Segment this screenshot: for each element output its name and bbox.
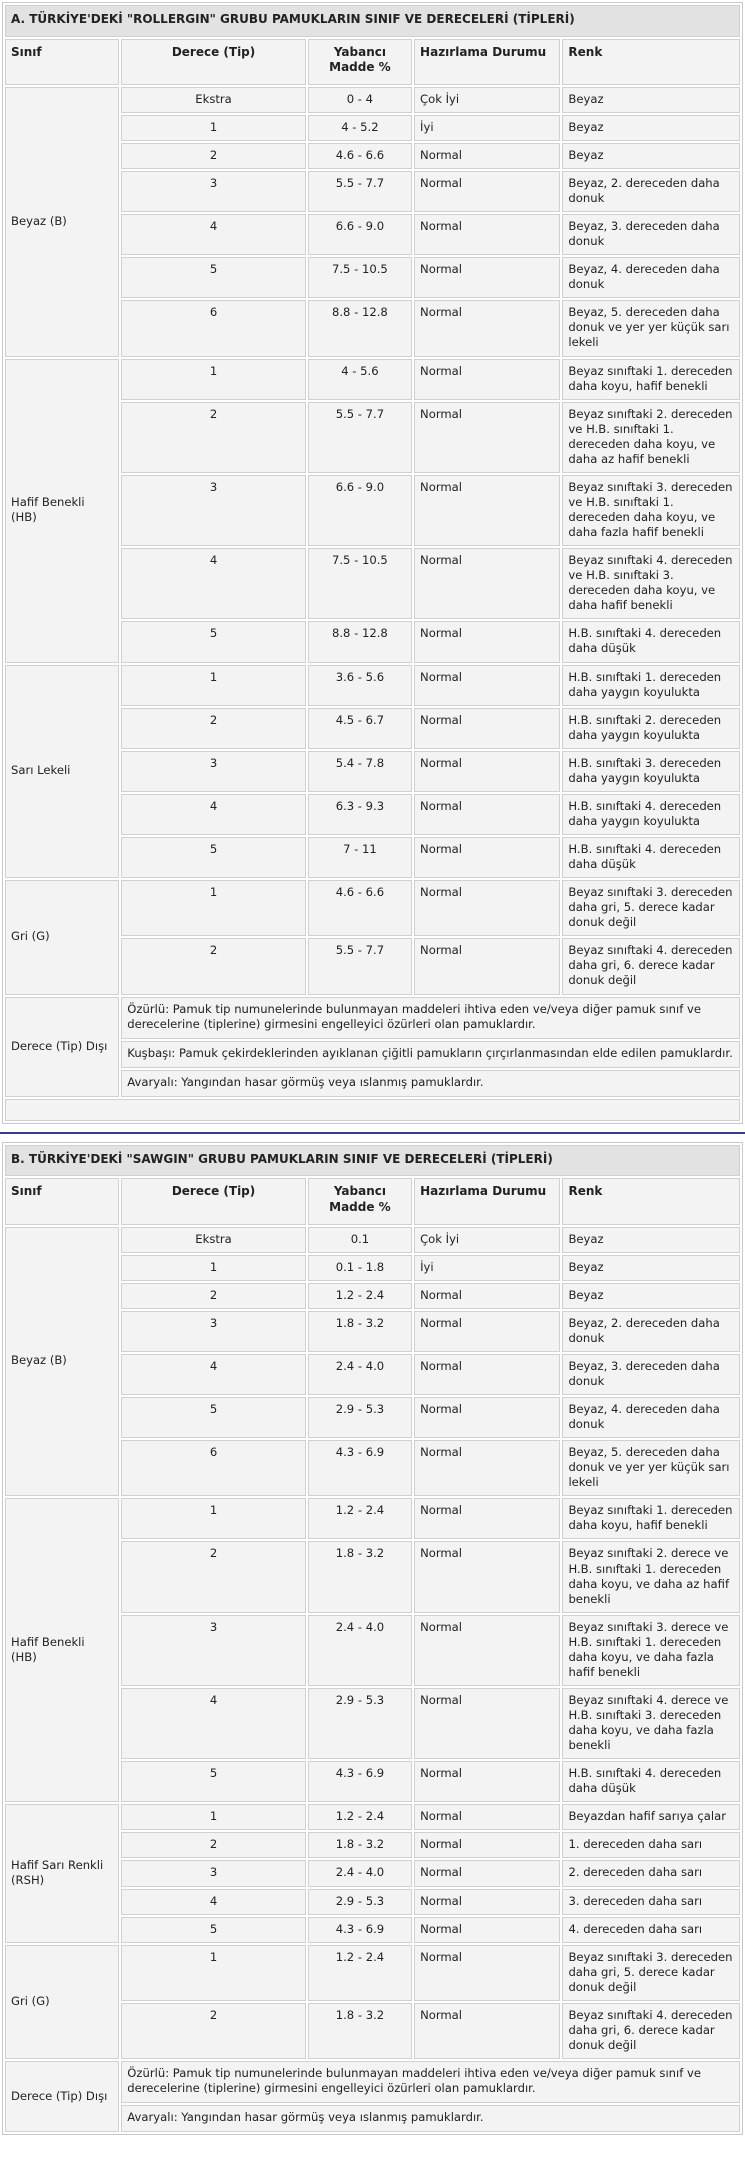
preparation-cell: Normal — [414, 621, 560, 662]
foreign-matter-cell: 1.8 - 3.2 — [308, 2003, 412, 2059]
table-row — [5, 1227, 740, 1253]
grade-cell: 1 — [121, 115, 305, 141]
color-cell: Beyaz sınıftaki 2. derece ve H.B. sınıftaki 1. dereceden daha koyu, ve daha az hafif benekli — [562, 1541, 740, 1612]
preparation-cell: Normal — [414, 214, 560, 255]
color-cell: Beyaz — [562, 143, 740, 169]
grade-cell: 1 — [121, 1945, 305, 2001]
preparation-cell: Normal — [414, 1615, 560, 1686]
header-row — [5, 1178, 740, 1224]
class-name-cell: Gri (G) — [5, 880, 119, 994]
grade-cell: 3 — [121, 1860, 305, 1886]
grade-cell: 2 — [121, 143, 305, 169]
preparation-cell: Normal — [414, 708, 560, 749]
color-cell: Beyaz, 4. dereceden daha donuk — [562, 1397, 740, 1438]
foreign-matter-cell: 2.9 - 5.3 — [308, 1688, 412, 1759]
color-cell: Beyaz — [562, 1283, 740, 1309]
color-cell: H.B. sınıftaki 4. dereceden daha düşük — [562, 837, 740, 878]
header-hazirlama: Hazırlama Durumu — [414, 39, 560, 85]
grade-cell: 4 — [121, 1354, 305, 1395]
preparation-cell: Normal — [414, 171, 560, 212]
color-cell: Beyaz — [562, 87, 740, 113]
foreign-matter-cell: 1.8 - 3.2 — [308, 1541, 412, 1612]
preparation-cell: Normal — [414, 1311, 560, 1352]
grade-cell: 4 — [121, 1889, 305, 1915]
grade-cell: 4 — [121, 794, 305, 835]
grade-cell: Ekstra — [121, 1227, 305, 1253]
color-cell: Beyaz, 2. dereceden daha donuk — [562, 1311, 740, 1352]
foreign-matter-cell: 6.3 - 9.3 — [308, 794, 412, 835]
preparation-cell: Normal — [414, 1860, 560, 1886]
preparation-cell: Normal — [414, 1283, 560, 1309]
grade-cell: 5 — [121, 1917, 305, 1943]
table-title: B. TÜRKİYE'DEKİ "SAWGIN" GRUBU PAMUKLARIN SINIF VE DERECELERİ (TİPLERİ) — [5, 1145, 740, 1177]
class-name-cell: Beyaz (B) — [5, 87, 119, 357]
class-name-cell: Derece (Tip) Dışı — [5, 2061, 119, 2132]
color-cell: Beyaz sınıftaki 4. dereceden ve H.B. sınıftaki 3. dereceden daha koyu, ve daha hafif benekli — [562, 548, 740, 619]
note-row — [5, 997, 740, 1039]
table-row — [5, 359, 740, 400]
color-cell: 3. dereceden daha sarı — [562, 1889, 740, 1915]
foreign-matter-cell: 4 - 5.6 — [308, 359, 412, 400]
grade-cell: 2 — [121, 1832, 305, 1858]
preparation-cell: Normal — [414, 257, 560, 298]
grade-cell: 1 — [121, 665, 305, 706]
color-cell: Beyaz, 3. dereceden daha donuk — [562, 1354, 740, 1395]
note-cell: Avaryalı: Yangından hasar görmüş veya ıslanmış pamuklardır. — [121, 1070, 740, 1097]
foreign-matter-cell: 7.5 - 10.5 — [308, 257, 412, 298]
grade-cell: 2 — [121, 402, 305, 473]
foreign-matter-cell: 4.6 - 6.6 — [308, 880, 412, 936]
table-row — [5, 87, 740, 113]
preparation-cell: Normal — [414, 1498, 560, 1539]
foreign-matter-cell: 4.3 - 6.9 — [308, 1917, 412, 1943]
class-name-cell: Beyaz (B) — [5, 1227, 119, 1497]
foreign-matter-cell: 0.1 — [308, 1227, 412, 1253]
foreign-matter-cell: 1.2 - 2.4 — [308, 1804, 412, 1830]
grade-cell: 4 — [121, 548, 305, 619]
grade-cell: 1 — [121, 880, 305, 936]
preparation-cell: Normal — [414, 2003, 560, 2059]
header-hazirlama: Hazırlama Durumu — [414, 1178, 560, 1224]
foreign-matter-cell: 5.5 - 7.7 — [308, 938, 412, 994]
color-cell: H.B. sınıftaki 4. dereceden daha düşük — [562, 1761, 740, 1802]
grade-cell: 3 — [121, 751, 305, 792]
table-title: A. TÜRKİYE'DEKİ "ROLLERGIN" GRUBU PAMUKLARIN SINIF VE DERECELERİ (TİPLERİ) — [5, 5, 740, 37]
table-row — [5, 1804, 740, 1830]
grade-cell: 2 — [121, 2003, 305, 2059]
grade-cell: 4 — [121, 1688, 305, 1759]
color-cell: H.B. sınıftaki 4. dereceden daha düşük — [562, 621, 740, 662]
preparation-cell: Normal — [414, 402, 560, 473]
preparation-cell: Normal — [414, 794, 560, 835]
foreign-matter-cell: 2.9 - 5.3 — [308, 1397, 412, 1438]
preparation-cell: Çok İyi — [414, 87, 560, 113]
grade-cell: 5 — [121, 257, 305, 298]
grade-cell: 2 — [121, 708, 305, 749]
preparation-cell: Normal — [414, 1397, 560, 1438]
sawgin-cotton-table — [2, 1142, 743, 2135]
foreign-matter-cell: 5.4 - 7.8 — [308, 751, 412, 792]
color-cell: Beyaz sınıftaki 4. dereceden daha gri, 6. derece kadar donuk değil — [562, 938, 740, 994]
color-cell: 1. dereceden daha sarı — [562, 1832, 740, 1858]
color-cell: Beyaz sınıftaki 3. derece ve H.B. sınıftaki 1. dereceden daha koyu, ve daha fazla hafif benekli — [562, 1615, 740, 1686]
color-cell: Beyaz — [562, 115, 740, 141]
color-cell: 4. dereceden daha sarı — [562, 1917, 740, 1943]
note-cell: Özürlü: Pamuk tip numunelerinde bulunmayan maddeleri ihtiva eden ve/veya diğer pamuk sınıf ve derecelerine (tiplerine) girmesini engelleyici özürleri olan pamuklardır. — [121, 997, 740, 1039]
color-cell: H.B. sınıftaki 4. dereceden daha yaygın koyulukta — [562, 794, 740, 835]
grade-cell: 4 — [121, 214, 305, 255]
preparation-cell: Normal — [414, 143, 560, 169]
foreign-matter-cell: 1.2 - 2.4 — [308, 1945, 412, 2001]
preparation-cell: Normal — [414, 1917, 560, 1943]
grade-cell: 2 — [121, 938, 305, 994]
foreign-matter-cell: 8.8 - 12.8 — [308, 300, 412, 356]
grade-cell: 1 — [121, 359, 305, 400]
preparation-cell: İyi — [414, 115, 560, 141]
grade-cell: 5 — [121, 1761, 305, 1802]
grade-cell: 3 — [121, 475, 305, 546]
header-renk: Renk — [562, 1178, 740, 1224]
class-name-cell: Hafif Benekli (HB) — [5, 1498, 119, 1802]
color-cell: Beyaz, 5. dereceden daha donuk ve yer yer küçük sarı lekeli — [562, 1440, 740, 1496]
header-row — [5, 39, 740, 85]
foreign-matter-cell: 1.8 - 3.2 — [308, 1832, 412, 1858]
preparation-cell: Normal — [414, 1440, 560, 1496]
grade-cell: 5 — [121, 1397, 305, 1438]
foreign-matter-cell: 8.8 - 12.8 — [308, 621, 412, 662]
color-cell: Beyaz sınıftaki 3. dereceden ve H.B. sınıftaki 1. dereceden daha koyu, ve daha fazla hafif benekli — [562, 475, 740, 546]
color-cell: Beyaz sınıftaki 1. dereceden daha koyu, hafif benekli — [562, 1498, 740, 1539]
section-divider — [0, 1132, 745, 1134]
foreign-matter-cell: 2.9 - 5.3 — [308, 1889, 412, 1915]
color-cell: Beyaz, 2. dereceden daha donuk — [562, 171, 740, 212]
foreign-matter-cell: 6.6 - 9.0 — [308, 214, 412, 255]
color-cell: Beyaz sınıftaki 2. dereceden ve H.B. sınıftaki 1. dereceden daha koyu, ve daha az hafif benekli — [562, 402, 740, 473]
grade-cell: 1 — [121, 1255, 305, 1281]
foreign-matter-cell: 0.1 - 1.8 — [308, 1255, 412, 1281]
grade-cell: 3 — [121, 1615, 305, 1686]
foreign-matter-cell: 6.6 - 9.0 — [308, 475, 412, 546]
preparation-cell: Çok İyi — [414, 1227, 560, 1253]
empty-cell — [5, 1099, 740, 1121]
grade-cell: 2 — [121, 1541, 305, 1612]
preparation-cell: Normal — [414, 938, 560, 994]
foreign-matter-cell: 2.4 - 4.0 — [308, 1615, 412, 1686]
foreign-matter-cell: 1.2 - 2.4 — [308, 1498, 412, 1539]
title-row — [5, 5, 740, 37]
header-renk: Renk — [562, 39, 740, 85]
note-cell: Kuşbaşı: Pamuk çekirdeklerinden ayıklanan çiğitli pamukların çırçırlanmasından elde edilen pamuklardır. — [121, 1041, 740, 1068]
preparation-cell: Normal — [414, 1761, 560, 1802]
note-row — [5, 2061, 740, 2103]
grade-cell: 6 — [121, 1440, 305, 1496]
foreign-matter-cell: 5.5 - 7.7 — [308, 402, 412, 473]
grade-cell: 1 — [121, 1804, 305, 1830]
foreign-matter-cell: 3.6 - 5.6 — [308, 665, 412, 706]
class-name-cell: Derece (Tip) Dışı — [5, 997, 119, 1097]
table-row — [5, 1498, 740, 1539]
grade-cell: 3 — [121, 171, 305, 212]
preparation-cell: İyi — [414, 1255, 560, 1281]
color-cell: Beyaz sınıftaki 4. dereceden daha gri, 6. derece kadar donuk değil — [562, 2003, 740, 2059]
class-name-cell: Gri (G) — [5, 1945, 119, 2059]
grade-cell: 3 — [121, 1311, 305, 1352]
color-cell: Beyaz, 5. dereceden daha donuk ve yer yer küçük sarı lekeli — [562, 300, 740, 356]
preparation-cell: Normal — [414, 837, 560, 878]
color-cell: Beyaz sınıftaki 1. dereceden daha koyu, hafif benekli — [562, 359, 740, 400]
foreign-matter-cell: 0 - 4 — [308, 87, 412, 113]
rollergin-cotton-table — [2, 2, 743, 1124]
grade-cell: 5 — [121, 621, 305, 662]
color-cell: H.B. sınıftaki 3. dereceden daha yaygın koyulukta — [562, 751, 740, 792]
grade-cell: 6 — [121, 300, 305, 356]
color-cell: 2. dereceden daha sarı — [562, 1860, 740, 1886]
header-sinif: Sınıf — [5, 1178, 119, 1224]
foreign-matter-cell: 4 - 5.2 — [308, 115, 412, 141]
header-yabanci-madde: Yabancı Madde % — [308, 1178, 412, 1224]
note-cell: Özürlü: Pamuk tip numunelerinde bulunmayan maddeleri ihtiva eden ve/veya diğer pamuk sınıf ve derecelerine (tiplerine) girmesini engelleyici özürleri olan pamuklardır. — [121, 2061, 740, 2103]
foreign-matter-cell: 1.8 - 3.2 — [308, 1311, 412, 1352]
title-row — [5, 1145, 740, 1177]
preparation-cell: Normal — [414, 751, 560, 792]
note-cell: Avaryalı: Yangından hasar görmüş veya ıslanmış pamuklardır. — [121, 2105, 740, 2132]
color-cell: Beyaz, 3. dereceden daha donuk — [562, 214, 740, 255]
preparation-cell: Normal — [414, 880, 560, 936]
preparation-cell: Normal — [414, 1832, 560, 1858]
empty-row — [5, 1099, 740, 1121]
foreign-matter-cell: 4.3 - 6.9 — [308, 1761, 412, 1802]
class-name-cell: Sarı Lekeli — [5, 665, 119, 879]
color-cell: Beyaz — [562, 1227, 740, 1253]
color-cell: Beyaz sınıftaki 3. dereceden daha gri, 5. derece kadar donuk değil — [562, 1945, 740, 2001]
header-sinif: Sınıf — [5, 39, 119, 85]
preparation-cell: Normal — [414, 1354, 560, 1395]
preparation-cell: Normal — [414, 300, 560, 356]
color-cell: Beyaz sınıftaki 3. dereceden daha gri, 5. derece kadar donuk değil — [562, 880, 740, 936]
header-derece: Derece (Tip) — [121, 1178, 305, 1224]
preparation-cell: Normal — [414, 359, 560, 400]
foreign-matter-cell: 5.5 - 7.7 — [308, 171, 412, 212]
grade-cell: Ekstra — [121, 87, 305, 113]
color-cell: Beyazdan hafif sarıya çalar — [562, 1804, 740, 1830]
foreign-matter-cell: 7.5 - 10.5 — [308, 548, 412, 619]
color-cell: H.B. sınıftaki 2. dereceden daha yaygın koyulukta — [562, 708, 740, 749]
foreign-matter-cell: 4.5 - 6.7 — [308, 708, 412, 749]
foreign-matter-cell: 7 - 11 — [308, 837, 412, 878]
grade-cell: 2 — [121, 1283, 305, 1309]
class-name-cell: Hafif Sarı Renkli (RSH) — [5, 1804, 119, 1942]
foreign-matter-cell: 2.4 - 4.0 — [308, 1860, 412, 1886]
preparation-cell: Normal — [414, 1804, 560, 1830]
table-spacer — [0, 1124, 745, 1132]
preparation-cell: Normal — [414, 665, 560, 706]
preparation-cell: Normal — [414, 1541, 560, 1612]
class-name-cell: Hafif Benekli (HB) — [5, 359, 119, 663]
page — [0, 2, 745, 2135]
preparation-cell: Normal — [414, 475, 560, 546]
preparation-cell: Normal — [414, 548, 560, 619]
table-row — [5, 880, 740, 936]
foreign-matter-cell: 2.4 - 4.0 — [308, 1354, 412, 1395]
preparation-cell: Normal — [414, 1945, 560, 2001]
foreign-matter-cell: 4.3 - 6.9 — [308, 1440, 412, 1496]
preparation-cell: Normal — [414, 1889, 560, 1915]
preparation-cell: Normal — [414, 1688, 560, 1759]
header-derece: Derece (Tip) — [121, 39, 305, 85]
header-yabanci-madde: Yabancı Madde % — [308, 39, 412, 85]
table-row — [5, 665, 740, 706]
table-row — [5, 1945, 740, 2001]
grade-cell: 5 — [121, 837, 305, 878]
color-cell: H.B. sınıftaki 1. dereceden daha yaygın koyulukta — [562, 665, 740, 706]
foreign-matter-cell: 1.2 - 2.4 — [308, 1283, 412, 1309]
foreign-matter-cell: 4.6 - 6.6 — [308, 143, 412, 169]
color-cell: Beyaz — [562, 1255, 740, 1281]
color-cell: Beyaz, 4. dereceden daha donuk — [562, 257, 740, 298]
grade-cell: 1 — [121, 1498, 305, 1539]
color-cell: Beyaz sınıftaki 4. derece ve H.B. sınıftaki 3. dereceden daha koyu, ve daha fazla benekli — [562, 1688, 740, 1759]
